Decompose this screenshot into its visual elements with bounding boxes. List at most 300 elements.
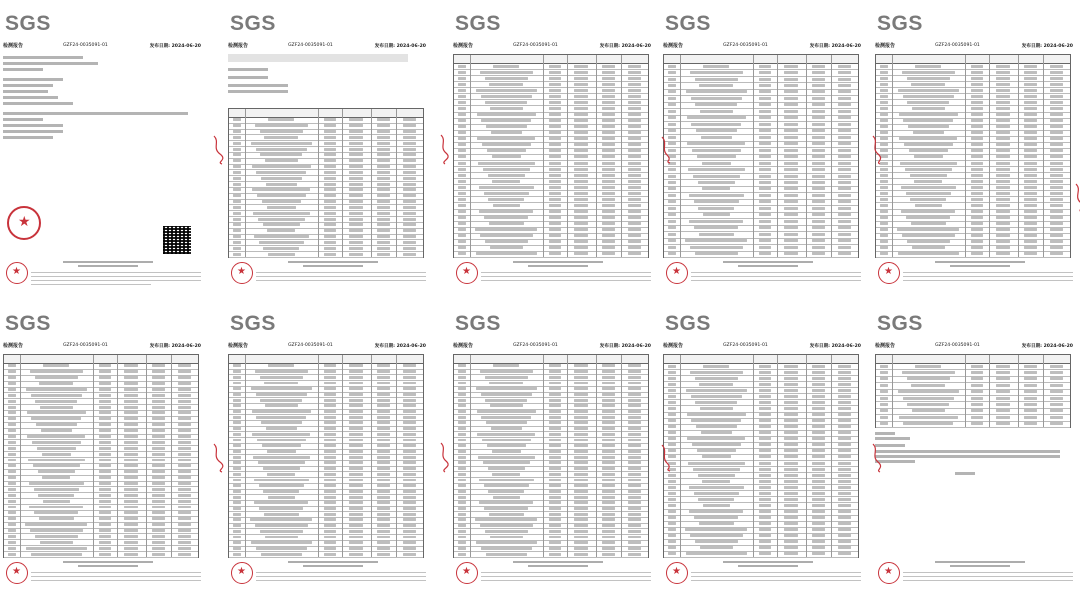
table-cell xyxy=(904,143,953,146)
table-cell xyxy=(784,371,799,374)
table-cell xyxy=(574,95,589,98)
table-cell xyxy=(574,524,589,527)
report-number: GZF24-0035091-01 xyxy=(63,42,108,48)
table-cell xyxy=(152,464,165,467)
table-column-divider xyxy=(146,355,147,557)
table-cell xyxy=(99,411,111,414)
table-cell xyxy=(403,461,417,464)
table-cell xyxy=(687,413,747,416)
table-cell xyxy=(8,523,16,526)
table-cell xyxy=(377,159,390,162)
table-cell xyxy=(403,524,417,527)
table-cell xyxy=(476,387,537,390)
table-cell xyxy=(99,394,111,397)
table-column-divider xyxy=(245,109,246,257)
table-cell xyxy=(812,437,825,440)
table-cell xyxy=(838,395,852,398)
table-cell xyxy=(784,480,799,483)
report-title: 检测报告 xyxy=(228,43,249,49)
table-cell xyxy=(838,175,852,178)
table-cell xyxy=(574,382,589,385)
table-cell xyxy=(458,393,466,396)
table-cell xyxy=(549,240,561,243)
table-cell xyxy=(1050,222,1064,225)
table-cell xyxy=(458,421,466,424)
table-cell xyxy=(759,181,771,184)
table-cell xyxy=(403,124,417,127)
table-cell xyxy=(689,220,743,223)
table-cell xyxy=(233,444,241,447)
table-cell xyxy=(668,110,676,113)
table-column-divider xyxy=(621,355,622,557)
table-cell xyxy=(996,403,1011,406)
table-cell xyxy=(880,65,888,68)
table-cell xyxy=(1050,162,1064,165)
table-cell xyxy=(549,89,561,92)
table-cell xyxy=(324,247,336,250)
table-cell xyxy=(324,547,336,550)
issue-date: 发布日期: 2024-06-20 xyxy=(599,343,651,349)
table-cell xyxy=(1024,162,1037,165)
table-column-divider xyxy=(396,355,397,557)
seal-icon xyxy=(6,262,28,284)
table-cell xyxy=(480,71,533,74)
table-cell xyxy=(668,419,676,422)
table-cell xyxy=(458,234,466,237)
table-cell xyxy=(784,207,799,210)
table-cell xyxy=(377,541,390,544)
table-cell xyxy=(42,476,70,479)
table-cell xyxy=(549,421,561,424)
table-cell xyxy=(377,416,390,419)
table-cell xyxy=(493,364,519,367)
table-cell xyxy=(1024,371,1037,374)
table-cell xyxy=(759,480,771,483)
table-cell xyxy=(29,482,84,485)
table-cell xyxy=(628,541,642,544)
table-cell xyxy=(152,535,165,538)
table-cell xyxy=(915,365,941,368)
table-cell xyxy=(1024,125,1037,128)
table-cell xyxy=(8,411,16,414)
table-cell xyxy=(996,210,1011,213)
table-cell xyxy=(324,124,336,127)
table-cell xyxy=(549,467,561,470)
table-cell xyxy=(668,116,676,119)
table-column-divider xyxy=(806,355,807,557)
table-cell xyxy=(838,123,852,126)
table-cell xyxy=(880,409,888,412)
table-cell xyxy=(759,443,771,446)
table-cell xyxy=(377,479,390,482)
table-cell xyxy=(1050,210,1064,213)
table-cell xyxy=(602,450,615,453)
table-cell xyxy=(349,148,364,151)
table-cell xyxy=(99,553,111,556)
table-cell xyxy=(490,246,523,249)
table-cell xyxy=(902,234,954,237)
certification-stamp xyxy=(7,206,41,240)
page-header xyxy=(228,342,428,352)
table-cell xyxy=(1024,83,1037,86)
table-cell xyxy=(812,377,825,380)
table-cell xyxy=(628,370,642,373)
table-cell xyxy=(668,168,676,171)
table-cell xyxy=(784,123,799,126)
table-cell xyxy=(574,484,589,487)
table-cell xyxy=(233,212,241,215)
table-cell xyxy=(377,247,390,250)
table-cell xyxy=(152,447,165,450)
table-cell xyxy=(458,473,466,476)
table-cell xyxy=(458,467,466,470)
table-cell xyxy=(574,467,589,470)
table-column-divider xyxy=(567,355,568,557)
table-cell xyxy=(99,400,111,403)
table-cell xyxy=(1024,210,1037,213)
table-cell xyxy=(912,107,944,110)
table-cell xyxy=(668,103,676,106)
table-cell xyxy=(458,149,466,152)
table-rows xyxy=(454,63,648,257)
table-cell xyxy=(549,433,561,436)
table-cell xyxy=(628,467,642,470)
table-rows xyxy=(229,363,423,557)
table-cell xyxy=(628,399,642,402)
table-cell xyxy=(602,192,615,195)
seal-icon xyxy=(666,562,688,584)
table-cell xyxy=(256,393,308,396)
table-cell xyxy=(971,89,983,92)
table-cell xyxy=(377,136,390,139)
signature-mark xyxy=(210,132,226,166)
table-cell xyxy=(784,455,799,458)
table-cell xyxy=(33,464,80,467)
report-page-2 xyxy=(228,8,428,293)
issue-date: 发布日期: 2024-06-20 xyxy=(809,43,861,49)
table-cell xyxy=(324,416,336,419)
table-cell xyxy=(403,479,417,482)
table-cell xyxy=(324,518,336,521)
table-cell xyxy=(178,435,192,438)
table-cell xyxy=(602,507,615,510)
table-cell xyxy=(480,234,532,237)
table-cell xyxy=(99,535,111,538)
table-cell xyxy=(178,553,192,556)
table-cell xyxy=(403,547,417,550)
table-cell xyxy=(124,429,139,432)
table-cell xyxy=(812,181,825,184)
table-cell xyxy=(996,204,1011,207)
table-cell xyxy=(252,410,312,413)
table-cell xyxy=(759,389,771,392)
table-cell xyxy=(377,382,390,385)
table-cell xyxy=(377,421,390,424)
table-cell xyxy=(1024,222,1037,225)
table-cell xyxy=(703,213,730,216)
table-cell xyxy=(349,194,364,197)
table-cell xyxy=(880,222,888,225)
table-cell xyxy=(691,123,741,126)
table-cell xyxy=(233,490,241,493)
table-cell xyxy=(628,416,642,419)
table-cell xyxy=(628,524,642,527)
table-cell xyxy=(574,143,589,146)
table-cell xyxy=(698,207,734,210)
table-cell xyxy=(233,241,241,244)
table-cell xyxy=(668,207,676,210)
table-cell xyxy=(377,467,390,470)
table-cell xyxy=(838,522,852,525)
table-cell xyxy=(628,410,642,413)
table-cell xyxy=(256,171,306,174)
table-cell xyxy=(324,536,336,539)
table-cell xyxy=(880,107,888,110)
table-cell xyxy=(880,377,888,380)
table-cell xyxy=(324,171,336,174)
table-cell xyxy=(628,246,642,249)
table-cell xyxy=(403,188,417,191)
table-cell xyxy=(880,71,888,74)
table-cell xyxy=(377,513,390,516)
table-cell xyxy=(697,155,736,158)
table-cell xyxy=(324,450,336,453)
table-cell xyxy=(914,155,943,158)
table-cell xyxy=(996,143,1011,146)
table-cell xyxy=(880,216,888,219)
table-column-divider xyxy=(470,55,471,257)
table-cell xyxy=(971,77,983,80)
table-cell xyxy=(349,507,364,510)
table-cell xyxy=(971,210,983,213)
table-cell xyxy=(689,510,743,513)
table-cell xyxy=(668,510,676,513)
table-cell xyxy=(759,168,771,171)
table-cell xyxy=(152,517,165,520)
table-cell xyxy=(812,395,825,398)
table-cell xyxy=(668,407,676,410)
table-cell xyxy=(34,511,78,514)
table-cell xyxy=(403,536,417,539)
table-cell xyxy=(784,377,799,380)
table-cell xyxy=(759,110,771,113)
table-column-divider xyxy=(567,55,568,257)
table-cell xyxy=(602,162,615,165)
table-cell xyxy=(602,399,615,402)
table-cell xyxy=(838,534,852,537)
table-cell xyxy=(477,137,535,140)
table-cell xyxy=(702,187,730,190)
table-cell xyxy=(971,240,983,243)
table-cell xyxy=(349,253,364,256)
table-cell xyxy=(695,401,737,404)
table-cell xyxy=(759,552,771,555)
table-cell xyxy=(574,216,589,219)
table-cell xyxy=(898,252,958,255)
table-cell xyxy=(838,226,852,229)
table-cell xyxy=(907,377,950,380)
table-cell xyxy=(880,192,888,195)
table-cell xyxy=(628,101,642,104)
table-cell xyxy=(403,433,417,436)
table-cell xyxy=(668,371,676,374)
table-cell xyxy=(488,174,526,177)
table-cell xyxy=(838,246,852,249)
table-cell xyxy=(996,422,1011,425)
table-cell xyxy=(759,462,771,465)
table-cell xyxy=(99,506,111,509)
table-cell xyxy=(668,252,676,255)
table-cell xyxy=(996,174,1011,177)
table-cell xyxy=(1024,192,1037,195)
table-cell xyxy=(324,461,336,464)
table-cell xyxy=(256,148,308,151)
table-cell xyxy=(26,547,86,550)
table-cell xyxy=(574,450,589,453)
table-cell xyxy=(403,206,417,209)
table-cell xyxy=(549,198,561,201)
table-cell xyxy=(1050,131,1064,134)
table-cell xyxy=(38,470,76,473)
table-cell xyxy=(971,403,983,406)
table-cell xyxy=(784,213,799,216)
table-cell xyxy=(784,90,799,93)
table-cell xyxy=(403,501,417,504)
table-cell xyxy=(8,488,16,491)
table-column-divider xyxy=(342,109,343,257)
table-cell xyxy=(759,233,771,236)
table-cell xyxy=(549,364,561,367)
table-cell xyxy=(458,433,466,436)
table-cell xyxy=(178,364,192,367)
table-cell xyxy=(1050,89,1064,92)
table-cell xyxy=(759,540,771,543)
table-column-divider xyxy=(318,109,319,257)
table-cell xyxy=(377,177,390,180)
table-cell xyxy=(549,65,561,68)
table-cell xyxy=(484,484,530,487)
table-cell xyxy=(403,387,417,390)
table-column-divider xyxy=(596,55,597,257)
table-cell xyxy=(668,504,676,507)
table-cell xyxy=(99,435,111,438)
table-cell xyxy=(549,484,561,487)
table-cell xyxy=(759,187,771,190)
table-cell xyxy=(489,513,524,516)
table-cell xyxy=(971,365,983,368)
table-cell xyxy=(549,155,561,158)
table-cell xyxy=(838,462,852,465)
table-column-divider xyxy=(831,55,832,257)
table-cell xyxy=(403,376,417,379)
report-number: GZF24-0035091-01 xyxy=(63,342,108,348)
table-cell xyxy=(549,536,561,539)
table-cell xyxy=(1024,180,1037,183)
table-cell xyxy=(668,65,676,68)
table-cell xyxy=(152,553,165,556)
table-cell xyxy=(324,399,336,402)
table-cell xyxy=(482,143,531,146)
table-cell xyxy=(784,395,799,398)
table-cell xyxy=(403,393,417,396)
table-cell xyxy=(178,394,192,397)
table-cell xyxy=(996,198,1011,201)
table-cell xyxy=(260,530,303,533)
table-cell xyxy=(784,168,799,171)
table-cell xyxy=(971,397,983,400)
table-cell xyxy=(602,149,615,152)
table-cell xyxy=(812,162,825,165)
table-cell xyxy=(838,455,852,458)
table-cell xyxy=(1024,95,1037,98)
table-cell xyxy=(812,365,825,368)
table-cell xyxy=(759,449,771,452)
table-cell xyxy=(267,206,296,209)
table-cell xyxy=(8,476,16,479)
table-cell xyxy=(602,444,615,447)
table-cell xyxy=(8,406,16,409)
table-cell xyxy=(324,183,336,186)
table-cell xyxy=(628,433,642,436)
table-cell xyxy=(691,419,741,422)
table-cell xyxy=(478,162,535,165)
table-cell xyxy=(812,401,825,404)
table-cell xyxy=(812,383,825,386)
table-cell xyxy=(403,364,417,367)
table-cell xyxy=(574,387,589,390)
table-cell xyxy=(996,95,1011,98)
table-column-divider xyxy=(989,55,990,257)
table-cell xyxy=(260,399,302,402)
table-cell xyxy=(458,416,466,419)
table-cell xyxy=(99,382,111,385)
table-cell xyxy=(458,186,466,189)
table-cell xyxy=(349,142,364,145)
table-cell xyxy=(880,240,888,243)
table-cell xyxy=(971,416,983,419)
table-cell xyxy=(838,233,852,236)
table-cell xyxy=(324,382,336,385)
results-table xyxy=(3,354,199,558)
table-cell xyxy=(812,175,825,178)
table-cell xyxy=(233,376,241,379)
table-cell xyxy=(549,530,561,533)
table-cell xyxy=(30,370,83,373)
table-cell xyxy=(812,155,825,158)
table-cell xyxy=(233,153,241,156)
table-cell xyxy=(233,364,241,367)
table-cell xyxy=(784,389,799,392)
table-cell xyxy=(1024,119,1037,122)
table-cell xyxy=(8,423,16,426)
table-cell xyxy=(996,390,1011,393)
table-cell xyxy=(759,142,771,145)
table-cell xyxy=(39,382,73,385)
table-cell xyxy=(8,500,16,503)
table-cell xyxy=(668,522,676,525)
results-table xyxy=(875,354,1071,428)
table-cell xyxy=(812,425,825,428)
table-cell xyxy=(812,194,825,197)
table-cell xyxy=(838,220,852,223)
table-cell xyxy=(759,431,771,434)
table-cell xyxy=(695,103,737,106)
table-cell xyxy=(602,479,615,482)
table-cell xyxy=(1050,409,1064,412)
results-table xyxy=(228,354,424,558)
table-cell xyxy=(403,212,417,215)
table-cell xyxy=(1024,71,1037,74)
